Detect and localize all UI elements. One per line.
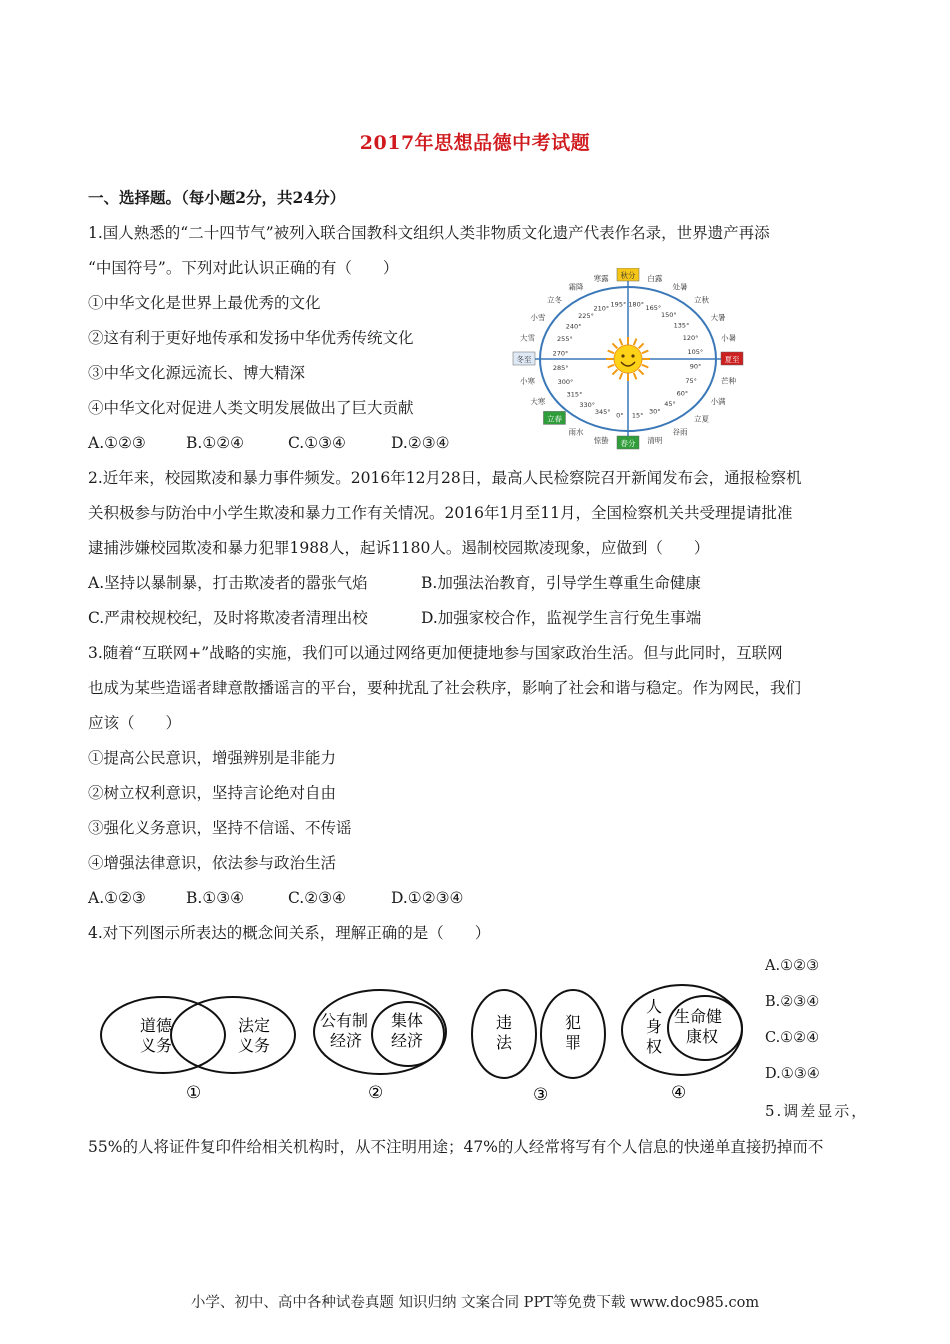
sun-ray <box>634 339 637 345</box>
solar-term-label: 雨水 <box>568 427 584 437</box>
sun-eye-left <box>621 354 624 357</box>
solar-term-label: 芒种 <box>720 376 736 386</box>
diagram-3-label-b-1: 犯 <box>565 1013 582 1032</box>
q3-item-2: ②树立权利意识，坚持言论绝对自由 <box>88 784 337 802</box>
solar-term-label: 立春 <box>546 414 562 424</box>
sun-ray <box>608 365 614 368</box>
solar-term-label: 寒露 <box>593 273 609 283</box>
q2-option-b: B.加强法治教育，引导学生尊重生命健康 <box>421 574 701 592</box>
q1-option-c: C.①③④ <box>288 434 346 452</box>
q2-line-1: 2.近年来，校园欺凌和暴力事件频发。2016年12月28日，最高人民检察院召开新闻发布会，通报检察机 <box>88 469 802 487</box>
degree-label: 75° <box>685 376 697 385</box>
diagram-1-ellipse-a <box>101 997 225 1073</box>
q2-option-d: D.加强家校合作，监视学生言行免生事端 <box>421 609 702 627</box>
solar-term-label: 春分 <box>620 439 636 448</box>
q1-item-1: ①中华文化是世界上最优秀的文化 <box>88 294 321 312</box>
q3-item-4: ④增强法律意识，依法参与政治生活 <box>88 854 337 872</box>
q1-option-b: B.①②④ <box>186 434 245 452</box>
sun-eye-right <box>631 354 634 357</box>
q4-option-b: B.②③④ <box>765 994 820 1010</box>
diagram-4-label-a-3: 权 <box>646 1037 663 1056</box>
degree-label: 180° <box>628 300 644 309</box>
diagram-1-label-a-2: 义务 <box>140 1036 173 1055</box>
diagram-2-label-b-2: 经济 <box>391 1031 424 1050</box>
q5-start: 5.调差显示， <box>765 1102 869 1120</box>
diagram-4-label-a-1: 人 <box>646 997 663 1016</box>
degree-label: 30° <box>648 407 661 416</box>
sun-ray <box>620 373 623 379</box>
q1-options <box>88 433 450 453</box>
diagram-3-number: ③ <box>533 1085 549 1105</box>
q2-options-row1 <box>88 573 701 593</box>
solar-term-label: 小暑 <box>720 333 736 343</box>
q4-option-a: A.①②③ <box>765 958 820 974</box>
diagram-4-label-b-2: 康权 <box>686 1027 719 1046</box>
solar-term-label: 立夏 <box>694 414 710 424</box>
degree-label: 165° <box>645 304 662 313</box>
degree-label: 150° <box>660 311 677 320</box>
degree-label: 345° <box>594 407 611 416</box>
sun-ray <box>608 351 614 354</box>
solar-term-label: 冬至 <box>516 355 532 364</box>
degree-label: 270° <box>552 349 569 358</box>
solar-term-label: 立秋 <box>694 295 710 305</box>
solar-term-label: 大暑 <box>710 313 726 322</box>
degree-label: 210° <box>593 304 610 313</box>
solar-term-label: 处暑 <box>672 282 688 292</box>
diagram-4-label-a-2: 身 <box>646 1017 663 1036</box>
solar-term-label: 夏至 <box>724 355 740 364</box>
diagram-2-number: ② <box>368 1083 384 1103</box>
diagram-1-label-b-2: 义务 <box>238 1036 271 1055</box>
solar-term-label: 谷雨 <box>672 427 688 437</box>
q3-option-d: D.①②③④ <box>391 889 464 907</box>
q3-item-3: ③强化义务意识，坚持不信谣、不传谣 <box>88 819 352 837</box>
q1-item-3: ③中华文化源远流长、博大精深 <box>88 364 306 382</box>
q4-option-c: C.①②④ <box>765 1030 820 1046</box>
degree-label: 285° <box>552 363 569 372</box>
sun-ray <box>634 373 637 379</box>
solar-terms-diagram <box>507 268 750 450</box>
q3-line-3: 应该（ ） <box>88 714 182 732</box>
diagram-4-number: ④ <box>671 1083 687 1103</box>
q2-option-a: A.坚持以暴制暴，打击欺凌者的嚣张气焰 <box>88 574 368 592</box>
degree-label: 45° <box>664 400 676 409</box>
q5-line-2: 55%的人将证件复印件给相关机构时，从不注明用途；47%的人经常将写有个人信息的快递单直接扔掉而不 <box>88 1138 824 1156</box>
degree-label: 300° <box>557 377 574 386</box>
solar-term-label: 大雪 <box>520 333 536 343</box>
degree-label: 330° <box>579 400 596 409</box>
degree-label: 60° <box>676 389 689 398</box>
diagram-4-outer <box>622 985 742 1075</box>
diagram-2-label-a-1: 公有制 <box>320 1011 369 1030</box>
q3-item-1: ①提高公民意识，增强辨别是非能力 <box>88 749 337 767</box>
sun-ray <box>612 343 617 348</box>
page-title: 2017年思想品德中考试题 <box>359 132 591 154</box>
diagram-3-label-b-2: 罪 <box>565 1033 582 1052</box>
solar-term-label: 霜降 <box>568 282 584 292</box>
section-heading: 一、选择题。（每小题2分，共24分） <box>88 188 346 207</box>
degree-label: 90° <box>689 362 702 371</box>
solar-term-label: 小寒 <box>520 376 536 386</box>
q1-option-d: D.②③④ <box>391 434 450 452</box>
solar-term-label: 清明 <box>647 436 663 446</box>
q4-stem: 4.对下列图示所表达的概念间关系，理解正确的是（ ） <box>88 924 491 942</box>
degree-label: 105° <box>687 348 704 357</box>
q2-options-row2 <box>88 608 701 628</box>
q2-option-c: C.严肃校规校纪，及时将欺凌者清理出校 <box>88 609 368 627</box>
sun-icon <box>614 345 642 373</box>
degree-label: 240° <box>565 322 582 331</box>
degree-label: 315° <box>566 390 583 399</box>
diagram-2-label-b-1: 集体 <box>391 1011 424 1030</box>
degree-label: 195° <box>610 300 627 309</box>
solar-term-label: 立冬 <box>546 295 562 305</box>
sun-ray <box>612 370 617 375</box>
q1-item-4: ④中华文化对促进人类文明发展做出了巨大贡献 <box>88 399 414 417</box>
solar-term-label: 秋分 <box>620 271 636 280</box>
q3-option-c: C.②③④ <box>288 889 346 907</box>
diagram-1-ellipse-b <box>171 997 295 1073</box>
solar-term-label: 大寒 <box>530 397 546 406</box>
q1-option-a: A.①②③ <box>88 434 146 452</box>
sun-ray <box>642 351 648 354</box>
solar-term-label: 小满 <box>710 397 726 406</box>
degree-label: 255° <box>557 335 573 344</box>
degree-label: 120° <box>682 334 699 343</box>
diagram-3-label-a-2: 法 <box>496 1033 513 1052</box>
degree-label: 225° <box>578 311 594 320</box>
solar-term-label: 白露 <box>647 273 663 283</box>
q3-option-a: A.①②③ <box>88 889 146 907</box>
q1-stem-line1: 1.国人熟悉的“二十四节气”被列入联合国教科文组织人类非物质文化遗产代表作名录，世界遗产再添 <box>88 224 770 242</box>
q2-line-3: 逮捕涉嫌校园欺凌和暴力犯罪1988人，起诉1180人。遏制校园欺凌现象，应做到（ ） <box>88 539 710 557</box>
q2-line-2: 关积极参与防治中小学生欺凌和暴力工作有关情况。2016年1月至11月，全国检察机关共受理提请批准 <box>88 504 793 522</box>
q1-item-2: ②这有利于更好地传承和发扬中华优秀传统文化 <box>88 329 414 347</box>
diagram-1-label-a-1: 道德 <box>140 1016 173 1035</box>
concept-diagrams <box>88 950 748 1110</box>
degree-label: 0° <box>616 411 624 420</box>
q1-stem-line2: “中国符号”。下列对此认识正确的有（ ） <box>88 259 399 277</box>
solar-term-label: 惊蛰 <box>593 436 609 446</box>
q3-line-1: 3.随着“互联网+”战略的实施，我们可以通过网络更加便捷地参与国家政治生活。但与此同时，互联网 <box>88 644 783 662</box>
diagram-4-label-b-1: 生命健 <box>674 1007 723 1026</box>
diagram-3-label-a-1: 违 <box>496 1013 513 1032</box>
sun-ray <box>642 365 648 368</box>
q4-option-d: D.①③④ <box>765 1066 820 1082</box>
degree-label: 135° <box>673 321 690 330</box>
diagram-1-label-b-1: 法定 <box>238 1016 271 1035</box>
degree-label: 15° <box>631 411 644 420</box>
page-footer: 小学、初中、高中各种试卷真题 知识归纳 文案合同 PPT等免费下载 www.doc985.com <box>190 1295 760 1311</box>
sun-ray <box>639 370 644 375</box>
sun-ray <box>620 339 623 345</box>
diagram-2-label-a-2: 经济 <box>330 1031 363 1050</box>
solar-term-label: 小雪 <box>530 313 546 322</box>
q3-option-b: B.①③④ <box>186 889 245 907</box>
q3-options <box>88 888 463 908</box>
q3-line-2: 也成为某些造谣者肆意散播谣言的平台，要种扰乱了社会秩序，影响了社会和谐与稳定。作为网民，我们 <box>88 679 802 697</box>
diagram-1-number: ① <box>186 1083 202 1103</box>
sun-ray <box>639 343 644 348</box>
